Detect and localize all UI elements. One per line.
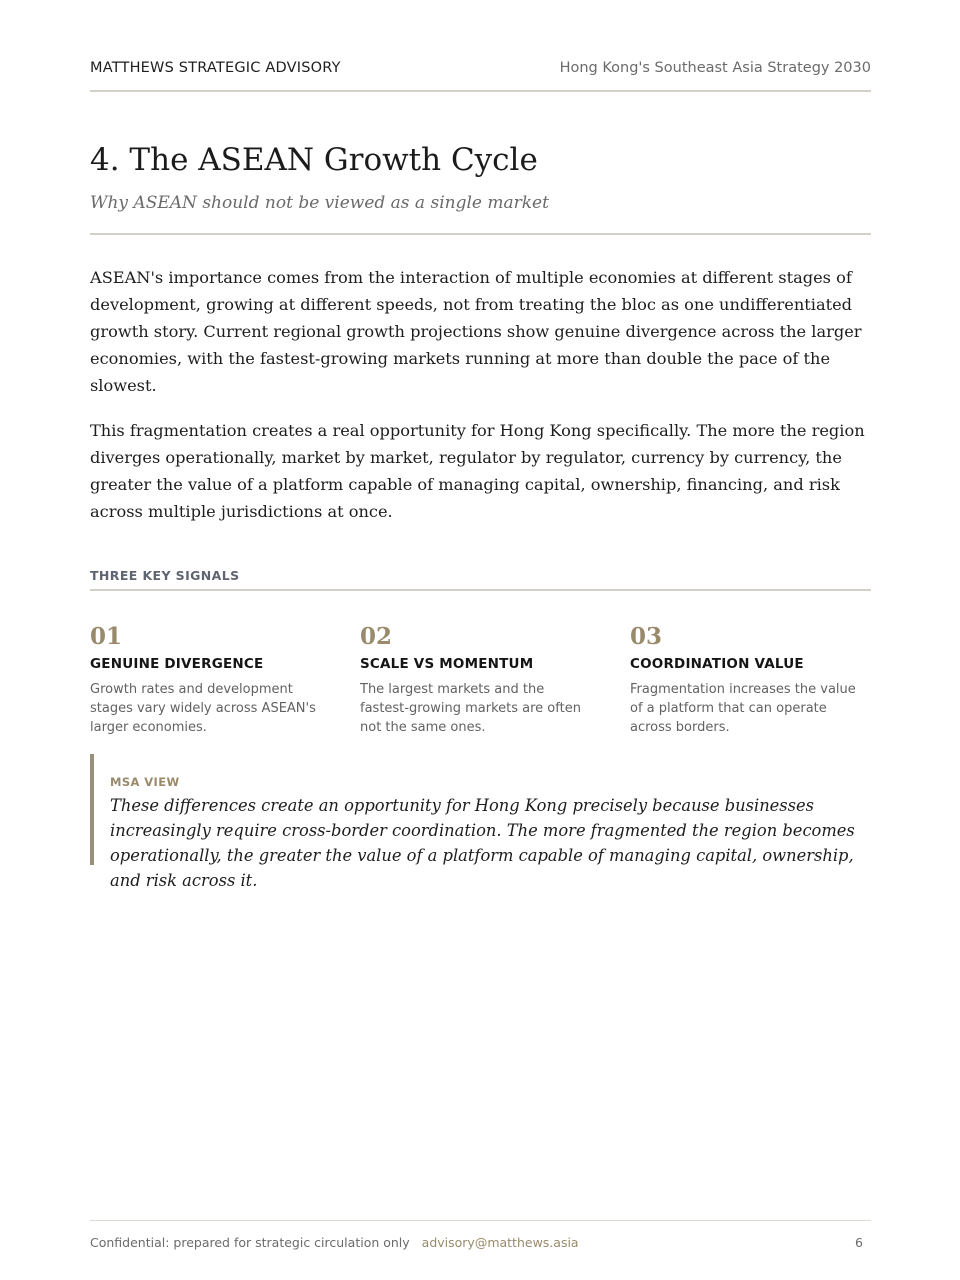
- signal-number: 03: [630, 623, 663, 650]
- signal-title: SCALE VS MOMENTUM: [360, 656, 534, 672]
- title-divider: [90, 233, 871, 235]
- signal-card-3: [630, 622, 870, 737]
- callout-label: MSA VIEW: [110, 775, 180, 789]
- page-header: [90, 58, 871, 80]
- signal-title: GENUINE DIVERGENCE: [90, 656, 264, 672]
- brand-name: MATTHEWS STRATEGIC ADVISORY: [90, 60, 341, 76]
- signals-divider: [90, 589, 871, 591]
- footer-divider: [90, 1220, 871, 1221]
- signal-description: The largest markets and the fastest-growing markets are often not the same ones.: [360, 682, 581, 735]
- header-divider: [90, 90, 871, 92]
- signal-card-2: [360, 622, 600, 737]
- signal-number: 02: [360, 623, 393, 650]
- callout-text: These differences create an opportunity for Hong Kong precisely because businesses increasingly require cross-border coordination. The more fragmented the region becomes operationally, the greater the value of a platform capable of managing capital, ownership, and risk across it.: [110, 796, 855, 890]
- signal-number: 01: [90, 623, 123, 650]
- signal-description: Growth rates and development stages vary widely across ASEAN's larger economies.: [90, 682, 316, 735]
- page: [90, 0, 871, 1280]
- contact-email-link[interactable]: advisory@matthews.asia: [421, 1235, 579, 1250]
- signal-card-1: [90, 622, 330, 737]
- section-title: 4. The ASEAN Growth Cycle: [90, 142, 538, 178]
- callout-accent-bar: [90, 754, 94, 865]
- section-subtitle: Why ASEAN should not be viewed as a single market: [90, 193, 549, 213]
- body-paragraph-2: This fragmentation creates a real opportunity for Hong Kong specifically. The more the region diverges operationally, market by market, regulator by regulator, currency by currency, the greater the value of a platform capable of managing capital, ownership, financing, and risk across multiple jurisdictions at once.: [90, 421, 865, 521]
- page-footer: [90, 1235, 871, 1250]
- body-paragraph-1: ASEAN's importance comes from the interaction of multiple economies at different stages of development, growing at different speeds, not from treating the bloc as one undifferentiated growth story. Current regional growth projections show genuine divergence across the larger economies, with the fastest-growing markets running at more than double the pace of the slowest.: [90, 268, 862, 395]
- signals-label: THREE KEY SIGNALS: [90, 568, 240, 583]
- page-number: 6: [855, 1235, 863, 1250]
- signal-description: Fragmentation increases the value of a platform that can operate across borders.: [630, 682, 856, 735]
- signal-title: COORDINATION VALUE: [630, 656, 804, 672]
- confidentiality-note: Confidential: prepared for strategic circulation only: [90, 1235, 410, 1250]
- document-title: Hong Kong's Southeast Asia Strategy 2030: [559, 60, 871, 76]
